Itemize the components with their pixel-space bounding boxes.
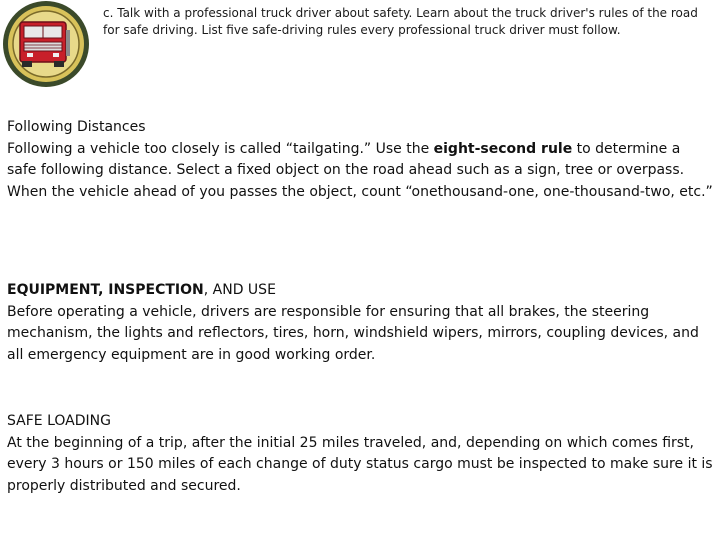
following-distances-heading: Following Distances xyxy=(7,119,146,135)
equipment-heading xyxy=(7,280,713,302)
following-text-after: to determine a safe following distance. Select a fixed object on the road ahead such as a sign, tree or overpass. When the vehicle ahead of you passes the object, count “onethousand-one, one-thousand-two, etc.” xyxy=(7,140,713,200)
following-text-before: Following a vehicle too closely is called “tailgating.” Use the xyxy=(7,140,434,157)
equipment-inspection-section xyxy=(7,280,713,366)
equipment-heading-rest: , AND USE xyxy=(203,282,276,298)
following-distances-section xyxy=(7,117,713,203)
equipment-heading-bold: EQUIPMENT, INSPECTION xyxy=(7,282,204,298)
equipment-body: Before operating a vehicle, drivers are responsible for ensuring that all brakes, the steering mechanism, the lights and reflectors, tires, horn, windshield wipers, mirrors, coupling devices, and all emergency equipment are in good working order. xyxy=(7,303,699,363)
safe-loading-body: At the beginning of a trip, after the initial 25 miles traveled, and, depending on which comes first, every 3 hours or 150 miles of each change of duty status cargo must be inspected to make sure it is properly distributed and secured. xyxy=(7,434,713,494)
truck-merit-badge-icon xyxy=(0,0,92,90)
requirement-text: c. Talk with a professional truck driver about safety. Learn about the truck driver's rules of the road for safe driving. List five safe-driving rules every professional truck driver must follow. xyxy=(103,6,698,37)
safe-loading-heading: SAFE LOADING xyxy=(7,413,111,429)
safe-loading-section xyxy=(7,411,713,497)
eight-second-rule-highlight: eight-second rule xyxy=(433,140,573,157)
badge-graphic xyxy=(0,0,92,90)
